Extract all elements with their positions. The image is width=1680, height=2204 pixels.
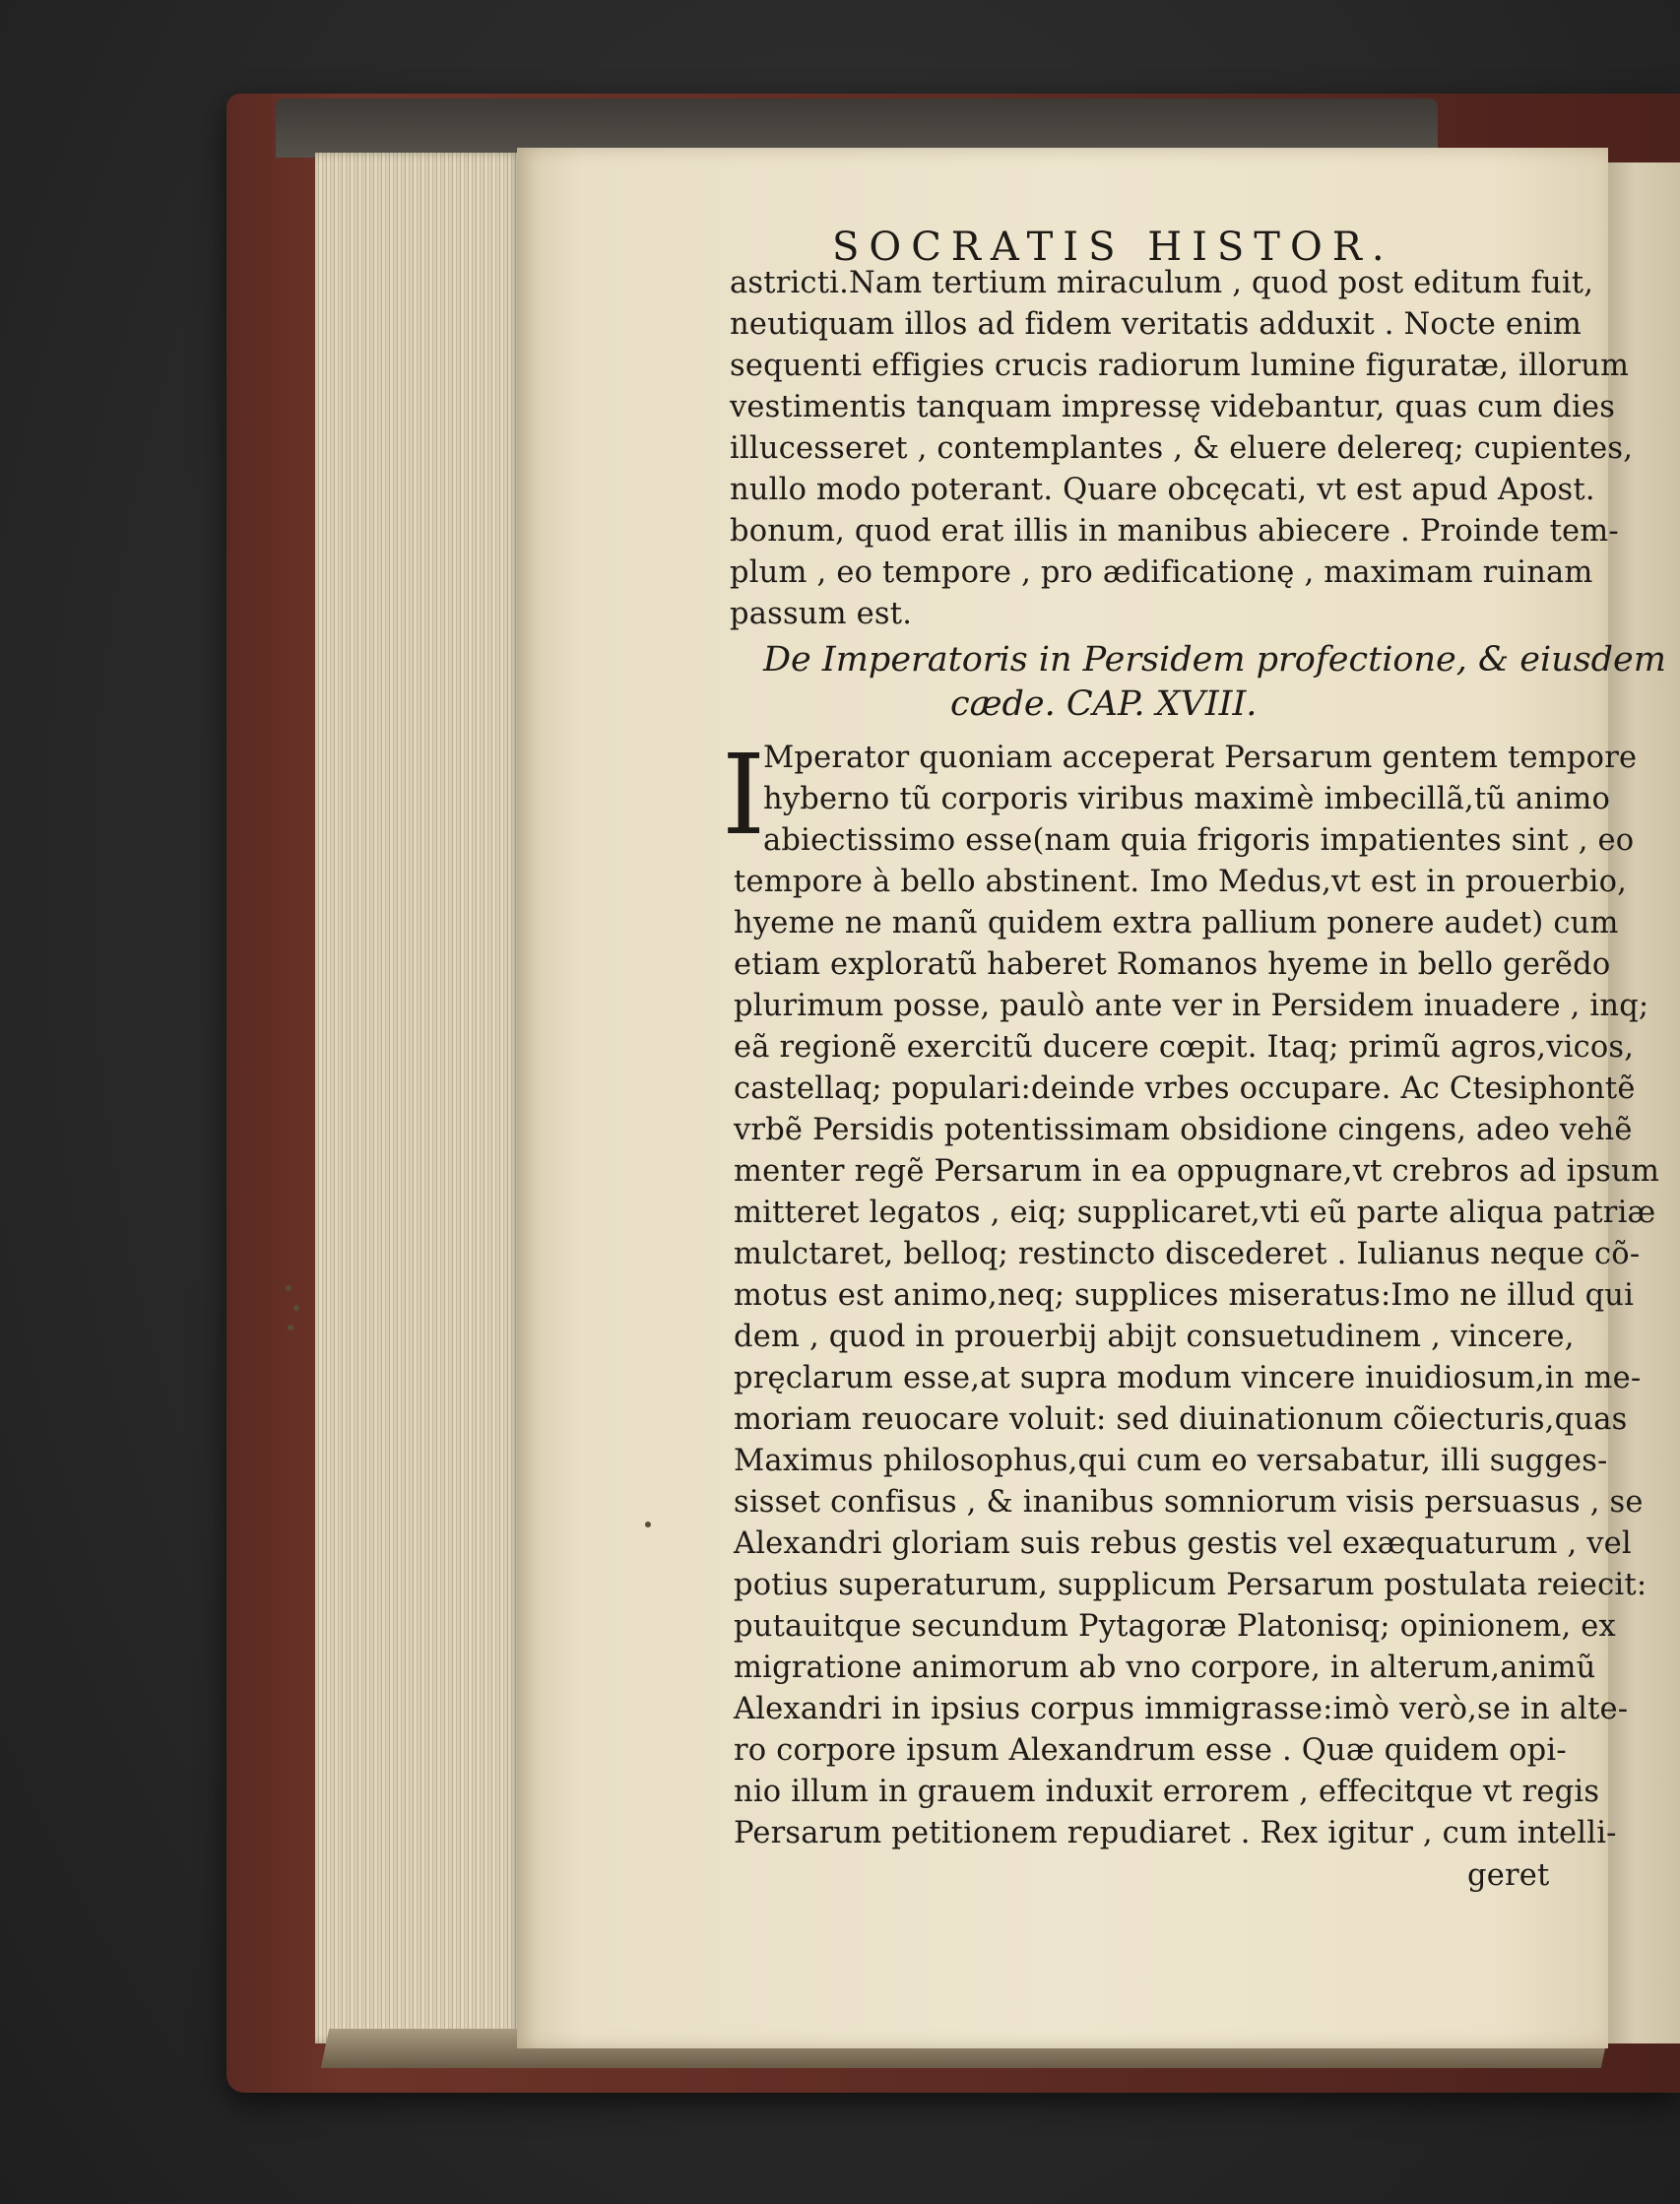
text-line: nio illum in grauem induxit errorem , effecitque vt regis	[734, 1775, 1600, 1809]
text-line: Maximus philosophus,qui cum eo versabatur, illi sugges-	[734, 1444, 1608, 1478]
paper-speck	[293, 1305, 299, 1311]
drop-cap: I	[722, 732, 766, 860]
text-line: hyberno tũ corporis viribus maximè imbecillã,tũ animo	[763, 782, 1611, 816]
text-line: nullo modo poterant. Quare obcęcati, vt est apud Apost.	[730, 473, 1595, 507]
text-line: Alexandri gloriam suis rebus gestis vel exæquaturum , vel	[734, 1526, 1632, 1561]
text-line: sequenti effigies crucis radiorum lumine figuratæ, illorum	[730, 349, 1630, 383]
text-line: potius superaturum, supplicum Persarum postulata reiecit:	[734, 1568, 1648, 1602]
text-line: plurimum posse, paulò ante ver in Persidem inuadere , inq;	[734, 989, 1649, 1023]
text-line: plum , eo tempore , pro ædificationę , maximam ruinam	[730, 555, 1593, 590]
text-line: dem , quod in prouerbij abijt consuetudinem , vincere,	[734, 1320, 1575, 1354]
text-line: bonum, quod erat illis in manibus abiecere . Proinde tem-	[730, 514, 1619, 549]
text-line: tempore à bello abstinent. Imo Medus,vt est in prouerbio,	[734, 865, 1628, 899]
chapter-heading-line: cæde. CAP. XVIII.	[950, 684, 1258, 724]
running-head: SOCRATIS HISTOR.	[832, 225, 1394, 270]
text-line: mitteret legatos , eiq; supplicaret,vti eũ parte aliqua patriæ	[734, 1196, 1656, 1230]
text-line: mulctaret, belloq; restincto discederet . Iulianus neque cõ-	[734, 1237, 1641, 1271]
text-line: migratione animorum ab vno corpore, in alterum,animũ	[734, 1651, 1596, 1685]
page-edges	[315, 153, 522, 2043]
text-line: etiam exploratũ haberet Romanos hyeme in bello gerẽdo	[734, 947, 1611, 982]
chapter-heading-line: De Imperatoris in Persidem profectione, & eiusdem	[763, 640, 1666, 680]
paper-speck	[286, 1285, 291, 1291]
text-line: ro corpore ipsum Alexandrum esse . Quæ quidem opi-	[734, 1733, 1567, 1768]
text-line: Mperator quoniam acceperat Persarum gentem tempore	[763, 741, 1638, 775]
text-line: passum est.	[730, 597, 913, 631]
text-line: Alexandri in ipsius corpus immigrasse:imò verò,se in alte-	[734, 1692, 1629, 1726]
text-line: menter regẽ Persarum in ea oppugnare,vt crebros ad ipsum	[734, 1154, 1660, 1189]
text-line: sisset confisus , & inanibus somniorum visis persuasus , se	[734, 1485, 1644, 1520]
text-line: eã regionẽ exercitũ ducere cœpit. Itaq; primũ agros,vicos,	[734, 1030, 1635, 1065]
paper-speck	[288, 1325, 293, 1330]
text-line: putauitque secundum Pytagoræ Platonisq; opinionem, ex	[734, 1609, 1616, 1644]
catchword: geret	[1467, 1858, 1550, 1893]
text-line: vrbẽ Persidis potentissimam obsidione cingens, adeo vehẽ	[734, 1113, 1633, 1147]
text-line: Persarum petitionem repudiaret . Rex igitur , cum intelli-	[734, 1816, 1617, 1850]
text-line: vestimentis tanquam impressę videbantur, quas cum dies	[730, 390, 1616, 424]
text-line: abiectissimo esse(nam quia frigoris impatientes sint , eo	[763, 823, 1635, 858]
paper-speck	[645, 1522, 651, 1527]
text-line: hyeme ne manũ quidem extra pallium ponere audet) cum	[734, 906, 1619, 940]
text-line: illucesseret , contemplantes , & eluere delereq; cupientes,	[730, 431, 1634, 466]
text-line: castellaq; populari:deinde vrbes occupare. Ac Ctesiphontẽ	[734, 1071, 1636, 1106]
text-line: moriam reuocare voluit: sed diuinationum cõiecturis,quas	[734, 1402, 1628, 1437]
text-line: motus est animo,neq; supplices miseratus:Imo ne illud qui	[734, 1278, 1635, 1313]
text-line: neutiquam illos ad fidem veritatis adduxit . Nocte enim	[730, 307, 1583, 342]
text-line: pręclarum esse,at supra modum vincere inuidiosum,in me-	[734, 1361, 1642, 1395]
text-line: astricti.Nam tertium miraculum , quod post editum fuit,	[730, 266, 1594, 300]
